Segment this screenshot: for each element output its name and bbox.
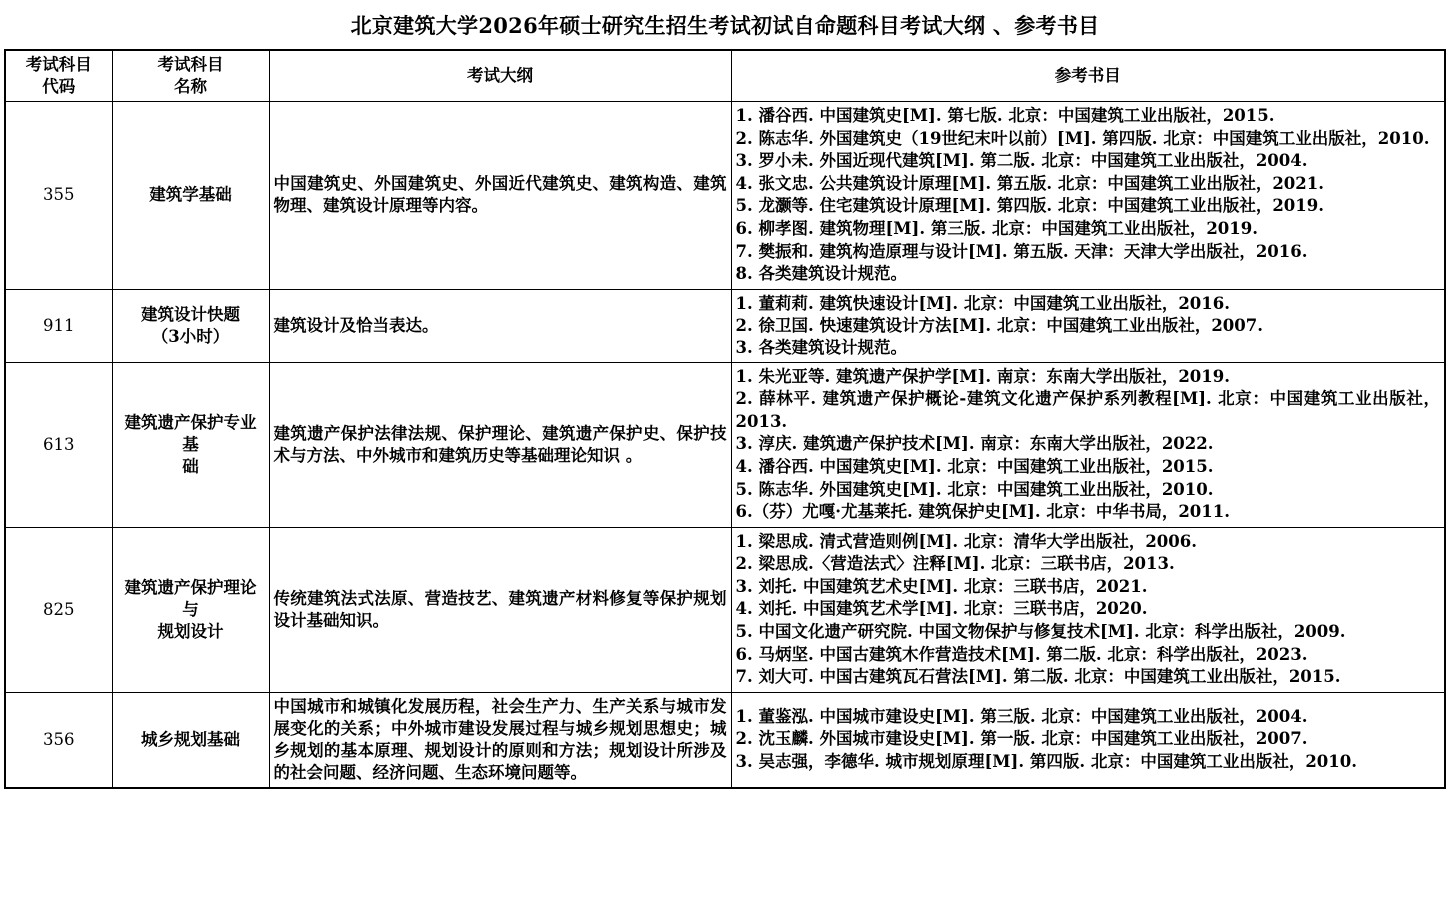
cell-subject-name-line1: 建筑学基础 <box>149 185 232 205</box>
column-header-subject-code-line1: 考试科目 <box>25 55 92 75</box>
reference-book-item: 2. 梁思成.〈营造法式〉注释[M]. 北京：三联书店，2013. <box>735 554 1175 574</box>
cell-subject-name-line1: 城乡规划基础 <box>141 729 240 749</box>
reference-book-item: 3. 淳庆. 建筑遗产保护技术[M]. 南京：东南大学出版社，2022. <box>735 434 1214 454</box>
reference-book-item: 1. 潘谷西. 中国建筑史[M]. 第七版. 北京：中国建筑工业出版社，2015. <box>735 105 1275 125</box>
reference-book-item: 2. 薛林平. 建筑遗产保护概论-建筑文化遗产保护系列教程[M]. 北京：中国建筑工业出版社，2013. <box>735 389 1440 431</box>
exam-syllabus-table <box>4 49 1446 789</box>
reference-book-item: 1. 董鉴泓. 中国城市建设史[M]. 第三版. 北京：中国建筑工业出版社，2004. <box>735 706 1308 726</box>
reference-book-item: 1. 梁思成. 清式营造则例[M]. 北京：清华大学出版社，2006. <box>735 531 1197 551</box>
cell-reference-books <box>731 101 1445 289</box>
reference-book-item: 3. 刘托. 中国建筑艺术史[M]. 北京：三联书店，2021. <box>735 576 1148 596</box>
cell-subject-name <box>112 289 269 362</box>
cell-subject-code: 825 <box>5 527 112 692</box>
reference-book-item: 2. 陈志华. 外国建筑史（19世纪末叶以前）[M]. 第四版. 北京：中国建筑工业出版社，2010. <box>735 128 1430 148</box>
column-header-exam-outline: 考试大纲 <box>269 50 731 101</box>
cell-subject-name-line2: 础 <box>182 456 199 476</box>
cell-exam-outline: 建筑遗产保护法律法规、保护理论、建筑遗产保护史、保护技术与方法、中外城市和建筑历史等基础理论知识 。 <box>269 362 731 527</box>
page-title: 北京建筑大学2026年硕士研究生招生考试初试自命题科目考试大纲 、参考书目 <box>350 13 1100 38</box>
reference-book-item: 3. 吴志强，李德华. 城市规划原理[M]. 第四版. 北京：中国建筑工业出版社，2010. <box>735 752 1357 772</box>
reference-book-item: 7. 刘大可. 中国古建筑瓦石营法[M]. 第二版. 北京：中国建筑工业出版社，2015. <box>735 667 1341 687</box>
reference-book-item: 2. 徐卫国. 快速建筑设计方法[M]. 北京：中国建筑工业出版社，2007. <box>735 315 1263 335</box>
reference-book-item: 6. 马炳坚. 中国古建筑木作营造技术[M]. 第二版. 北京：科学出版社，2023. <box>735 644 1308 664</box>
cell-exam-outline: 传统建筑法式法原、营造技艺、建筑遗产材料修复等保护规划设计基础知识。 <box>269 527 731 692</box>
table-row <box>5 289 1445 362</box>
reference-book-item: 4. 潘谷西. 中国建筑史[M]. 北京：中国建筑工业出版社，2015. <box>735 456 1214 476</box>
cell-subject-code: 911 <box>5 289 112 362</box>
table-header-row <box>5 50 1445 101</box>
reference-book-item: 4. 张文忠. 公共建筑设计原理[M]. 第五版. 北京：中国建筑工业出版社，2021. <box>735 173 1324 193</box>
reference-book-item: 3. 罗小未. 外国近现代建筑[M]. 第二版. 北京：中国建筑工业出版社，2004. <box>735 151 1308 171</box>
cell-subject-name-line1: 建筑遗产保护理论与 <box>124 577 257 619</box>
reference-book-item: 1. 董莉莉. 建筑快速设计[M]. 北京：中国建筑工业出版社，2016. <box>735 293 1230 313</box>
cell-subject-name-line1: 建筑设计快题 <box>141 304 240 324</box>
column-header-subject-name <box>112 50 269 101</box>
reference-book-item: 5. 中国文化遗产研究院. 中国文物保护与修复技术[M]. 北京：科学出版社，2009. <box>735 622 1346 642</box>
cell-exam-outline: 中国城市和城镇化发展历程，社会生产力、生产关系与城市发展变化的关系；中外城市建设发展过程与城乡规划思想史；城乡规划的基本原理、规划设计的原则和方法；规划设计所涉及的社会问题、经济问题、生态环境问题等。 <box>269 692 731 787</box>
reference-book-item: 1. 朱光亚等. 建筑遗产保护学[M]. 南京：东南大学出版社，2019. <box>735 366 1230 386</box>
cell-subject-name <box>112 692 269 787</box>
table-body <box>5 101 1445 787</box>
reference-book-item: 4. 刘托. 中国建筑艺术学[M]. 北京：三联书店，2020. <box>735 599 1148 619</box>
reference-book-item: 6. 柳孝图. 建筑物理[M]. 第三版. 北京：中国建筑工业出版社，2019. <box>735 218 1258 238</box>
reference-book-item: 2. 沈玉麟. 外国城市建设史[M]. 第一版. 北京：中国建筑工业出版社，2007. <box>735 729 1308 749</box>
table-row <box>5 362 1445 527</box>
column-header-subject-code-line2: 代码 <box>42 77 76 97</box>
column-header-subject-name-line1: 考试科目 <box>157 55 224 75</box>
cell-subject-name-line2: （3小时） <box>151 326 230 346</box>
reference-book-item: 3. 各类建筑设计规范。 <box>735 337 907 357</box>
table-header <box>5 50 1445 101</box>
cell-subject-code: 613 <box>5 362 112 527</box>
cell-reference-books <box>731 527 1445 692</box>
cell-exam-outline: 中国建筑史、外国建筑史、外国近代建筑史、建筑构造、建筑物理、建筑设计原理等内容。 <box>269 101 731 289</box>
table-row <box>5 527 1445 692</box>
cell-reference-books <box>731 362 1445 527</box>
cell-subject-name <box>112 527 269 692</box>
column-header-subject-name-line2: 名称 <box>174 77 207 97</box>
cell-reference-books <box>731 692 1445 787</box>
cell-subject-code: 356 <box>5 692 112 787</box>
cell-subject-name-line2: 规划设计 <box>157 621 224 641</box>
cell-reference-books <box>731 289 1445 362</box>
cell-subject-name-line1: 建筑遗产保护专业基 <box>124 412 257 454</box>
reference-book-item: 5. 龙灏等. 住宅建筑设计原理[M]. 第四版. 北京：中国建筑工业出版社，2019. <box>735 196 1324 216</box>
column-header-reference-books: 参考书目 <box>731 50 1445 101</box>
cell-exam-outline: 建筑设计及恰当表达。 <box>269 289 731 362</box>
reference-book-item: 7. 樊振和. 建筑构造原理与设计[M]. 第五版. 天津：天津大学出版社，2016. <box>735 241 1308 261</box>
reference-book-item: 5. 陈志华. 外国建筑史[M]. 北京：中国建筑工业出版社，2010. <box>735 479 1214 499</box>
table-row <box>5 101 1445 289</box>
table-row <box>5 692 1445 787</box>
reference-book-item: 6.（芬）尤嘎·尤基莱托. 建筑保护史[M]. 北京：中华书局，2011. <box>735 502 1230 522</box>
cell-subject-name <box>112 362 269 527</box>
cell-subject-name <box>112 101 269 289</box>
cell-subject-code: 355 <box>5 101 112 289</box>
reference-book-item: 8. 各类建筑设计规范。 <box>735 264 907 284</box>
column-header-subject-code <box>5 50 112 101</box>
